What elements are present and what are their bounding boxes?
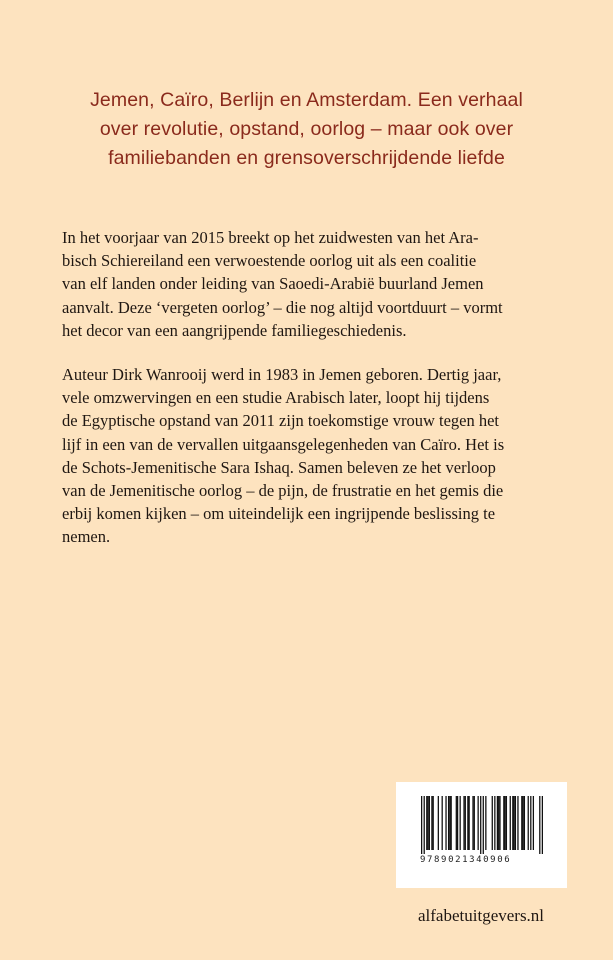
barcode-bar [424,796,425,854]
barcode-bar [506,796,507,850]
barcode-bar [465,796,466,850]
barcode-bar [522,796,523,850]
text-line: van elf landen onder leiding van Saoedi-Arabië buurland Jemen [62,274,484,294]
barcode-bar [445,796,446,850]
text-line: In het voorjaar van 2015 breekt op het zuidwesten van het Ara- [62,228,479,247]
barcode-bar [472,796,473,850]
barcode-bar [521,796,522,850]
isbn-barcode [396,782,567,888]
barcode-bar [427,796,428,850]
barcode-bar [533,796,534,850]
tagline-line: familiebanden en grensoverschrijdende liefde [108,147,505,169]
barcode-bar [433,796,434,850]
isbn-digits: 9789021340906 [420,855,512,865]
barcode-bar [460,796,461,850]
barcode-bar [421,796,422,854]
barcode-bar [517,796,518,850]
blurb-paragraph-1 [62,226,570,342]
barcode-bar [515,796,516,850]
barcode-bar [442,796,443,850]
barcode-bar [456,796,457,850]
barcode-bar [449,796,450,850]
barcode-bar [510,796,511,850]
barcode-bar [542,796,543,854]
text-line: Auteur Dirk Wanrooij werd in 1983 in Jemen geboren. Dertig jaar, [62,365,502,384]
barcode-bar [528,796,529,850]
barcode-bar [539,796,540,854]
text-line: aanvalt. Deze ‘vergeten oorlog’ – die nog altijd voortduurt – vormt [62,297,503,317]
barcode-bar [480,796,481,854]
barcode-bar [498,796,499,850]
text-line: het decor van een aangrijpende familiegeschiedenis. [62,320,407,340]
barcode-bar [492,796,493,850]
barcode-bar [467,796,468,850]
barcode-bar [457,796,458,850]
barcode-bar [499,796,500,850]
barcode-bar [463,796,464,850]
barcode-bar [438,796,439,850]
barcode-bar [429,796,430,850]
text-line: van de Jemenitische oorlog – de pijn, de frustratie en het gemis die [62,481,504,501]
barcode-bar [524,796,525,850]
tagline-line: over revolutie, opstand, oorlog – maar ook over [99,118,514,140]
barcode-bar [451,796,452,850]
barcode-bar [530,796,531,850]
barcode-bar [485,796,486,850]
text-line: nemen. [62,527,111,547]
text-line: erbij komen kijken – om uiteindelijk een ingrijpende beslissing te [62,504,496,524]
barcode-bars [421,796,543,854]
barcode-bar [448,796,449,850]
barcode-bar [503,796,504,850]
tagline [40,86,573,173]
barcode-bar [494,796,495,850]
barcode-bar [504,796,505,850]
text-line: de Schots-Jemenitische Sara Ishaq. Samen beleven ze het verloop [62,457,496,477]
text-line: vele omzwervingen en een studie Arabisch later, loopt hij tijdens [62,388,490,408]
blurb-paragraph-2 [62,363,570,549]
barcode-bar [474,796,475,850]
barcode-bar [431,796,432,850]
barcode-bar [478,796,479,850]
barcode-bar [426,796,427,850]
barcode-bar [512,796,513,850]
publisher-website: alfabetuitgevers.nl [418,906,545,925]
barcode-bar [483,796,484,854]
barcode-bar [497,796,498,850]
text-line: bisch Schiereiland een verwoestende oorlog uit als een coalitie [62,251,477,271]
tagline-line: Jemen, Caïro, Berlijn en Amsterdam. Een verhaal [90,89,523,111]
text-line: lijf in een van de vervallen uitgaansgelegenheden van Caïro. Het is [62,434,505,454]
barcode-bar [513,796,514,850]
barcode-bar [469,796,470,850]
text-line: de Egyptische opstand van 2011 zijn toekomstige vrouw tegen het [62,411,500,431]
